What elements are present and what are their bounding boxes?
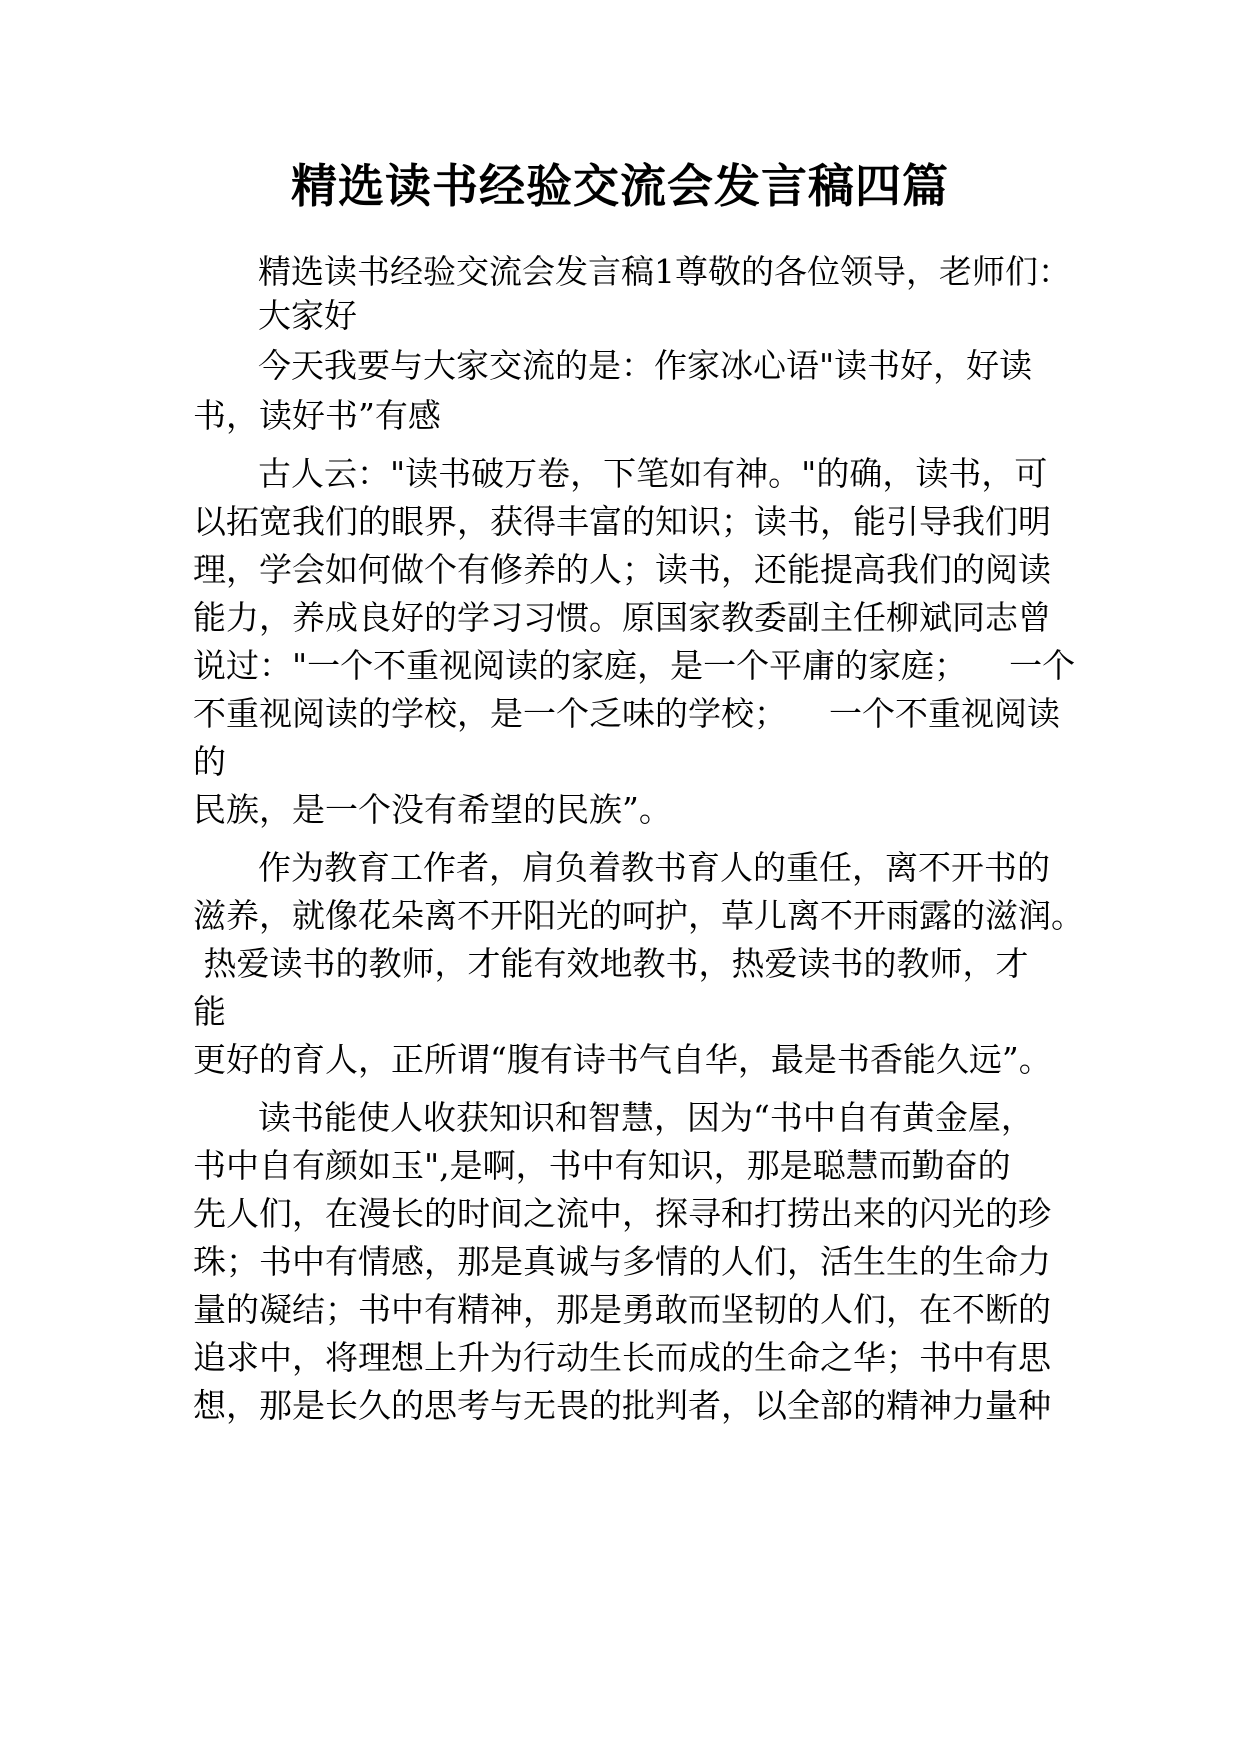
- text-line: 今天我要与大家交流的是：作家冰心语"读书好，好读: [258, 346, 1033, 385]
- text-line: 以拓宽我们的眼界，获得丰富的知识；读书，能引导我们明: [193, 502, 1051, 541]
- text-line: 说过："一个不重视阅读的家庭，是一个平庸的家庭； 一个: [193, 646, 1076, 685]
- text-line: 追求中，将理想上升为行动生长而成的生命之华；书中有思: [193, 1338, 1051, 1377]
- text-line: 更好的育人，正所谓“腹有诗书气自华，最是书香能久远”。: [193, 1040, 1052, 1079]
- text-line: 书，读好书”有感: [193, 396, 441, 435]
- text-line: 不重视阅读的学校，是一个乏味的学校； 一个不重视阅读: [193, 694, 1060, 733]
- text-line: 理，学会如何做个有修养的人；读书，还能提高我们的阅读: [193, 550, 1051, 589]
- text-line: 珠；书中有情感，那是真诚与多情的人们，活生生的生命力: [193, 1242, 1051, 1281]
- text-line: 热爱读书的教师，才能有效地教书，热爱读书的教师，才: [193, 944, 1029, 983]
- document-title: 精选读书经验交流会发言稿四篇: [291, 159, 949, 213]
- text-line: 想，那是长久的思考与无畏的批判者，以全部的精神力量种: [193, 1386, 1051, 1425]
- text-line: 读书能使人收获知识和智慧，因为“书中自有黄金屋，: [258, 1098, 1034, 1137]
- text-line: 民族，是一个没有希望的民族”。: [193, 790, 672, 829]
- text-line: 大家好: [258, 296, 357, 335]
- text-line: 作为教育工作者，肩负着教书育人的重任，离不开书的: [258, 848, 1050, 887]
- text-line: 古人云："读书破万卷，下笔如有神。"的确，读书，可: [258, 454, 1048, 493]
- text-line: 能: [193, 992, 226, 1031]
- text-line: 滋养，就像花朵离不开阳光的呵护，草儿离不开雨露的滋润。: [193, 896, 1084, 935]
- text-line: 能力，养成良好的学习习惯。原国家教委副主任柳斌同志曾: [193, 598, 1051, 637]
- text-line: 书中自有颜如玉",是啊，书中有知识，那是聪慧而勤奋的: [193, 1146, 1011, 1185]
- text-line: 精选读书经验交流会发言稿1尊敬的各位领导，老师们：: [258, 252, 1071, 291]
- text-line: 先人们，在漫长的时间之流中，探寻和打捞出来的闪光的珍: [193, 1194, 1051, 1233]
- text-line: 量的凝结；书中有精神，那是勇敢而坚韧的人们，在不断的: [193, 1290, 1051, 1329]
- text-line: 的: [193, 742, 226, 781]
